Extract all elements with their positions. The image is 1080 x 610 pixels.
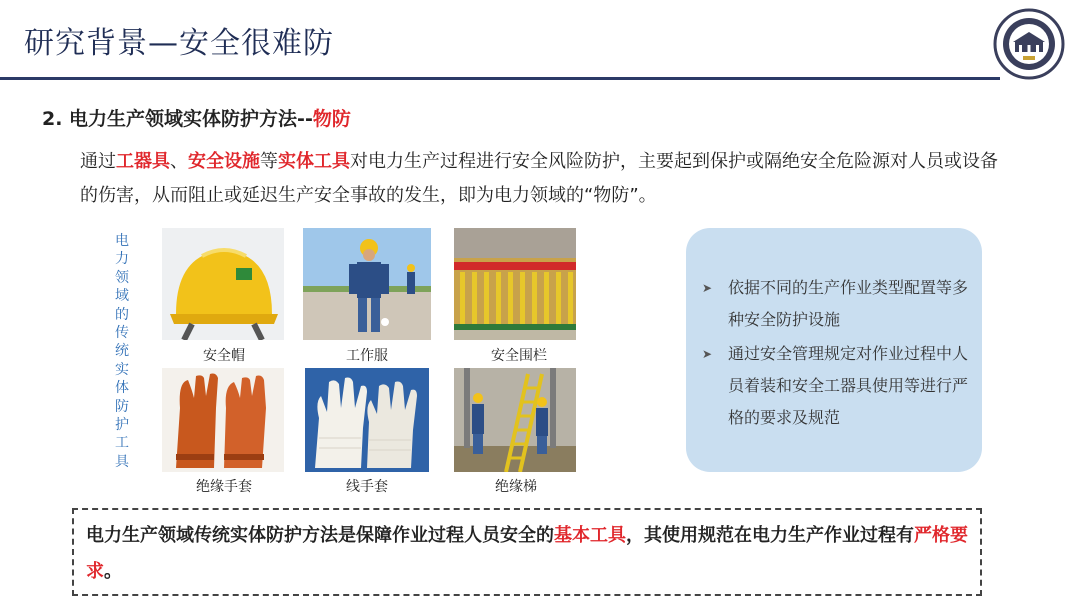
safety-fence-photo <box>454 228 576 340</box>
photo-caption: 安全帽 <box>203 348 245 364</box>
photo-caption: 绝缘梯 <box>495 479 537 495</box>
intro-text: 通过 <box>80 151 116 172</box>
intro-text: 、 <box>170 151 188 172</box>
insulating-ladder-photo <box>454 368 576 472</box>
intro-text: 对电力生产过程进行安全风险防护，主要起到保护或隔绝安全危险源对人员或设备的伤害，从而阻止或延迟生产安全事故的发生，即为电力领域的“物防”。 <box>80 151 998 206</box>
info-bullet <box>702 338 972 434</box>
info-box <box>686 228 982 472</box>
intro-highlight: 安全设施 <box>188 151 260 172</box>
arrow-bullet-icon: ➤ <box>702 347 713 361</box>
info-bullet-text: 通过安全管理规定对作业过程中人员着装和安全工器具使用等进行严格的要求及规范 <box>728 344 969 427</box>
title-divider <box>0 77 1000 80</box>
summary-highlight: 严格要求 <box>86 525 968 582</box>
summary-segment: 。 <box>104 561 122 582</box>
photo-caption: 线手套 <box>346 479 388 495</box>
intro-text: 等 <box>260 151 278 172</box>
slide-title: 研究背景—安全很难防 <box>24 26 334 61</box>
section-heading-highlight: 物防 <box>312 108 351 130</box>
intro-highlight: 工器具 <box>116 151 170 172</box>
section-heading-prefix: 2. 电力生产领域实体防护方法-- <box>42 108 313 130</box>
cotton-gloves-photo <box>305 368 429 472</box>
arrow-bullet-icon: ➤ <box>702 281 713 295</box>
work-uniform-photo <box>303 228 431 340</box>
photo-caption: 工作服 <box>346 348 388 364</box>
photo-caption: 安全围栏 <box>491 348 547 364</box>
summary-highlight: 基本工具 <box>554 525 626 546</box>
intro-paragraph <box>80 145 1000 213</box>
info-bullet <box>702 272 972 336</box>
photo-caption: 绝缘手套 <box>196 479 252 495</box>
summary-text <box>86 518 972 590</box>
summary-segment: ，其使用规范在电力生产作业过程有 <box>626 525 914 546</box>
section-heading <box>42 104 351 131</box>
intro-highlight: 实体工具 <box>278 151 350 172</box>
vertical-category-label: 电力领域的传统实体防护工具 <box>115 233 129 470</box>
safety-helmet-photo <box>162 228 284 340</box>
summary-segment: 电力生产领域传统实体防护方法是保障作业过程人员安全的 <box>86 525 554 546</box>
insulating-gloves-photo <box>162 368 284 472</box>
university-logo <box>993 8 1065 80</box>
info-bullet-text: 依据不同的生产作业类型配置等多种安全防护设施 <box>728 278 969 329</box>
summary-box <box>72 508 982 596</box>
